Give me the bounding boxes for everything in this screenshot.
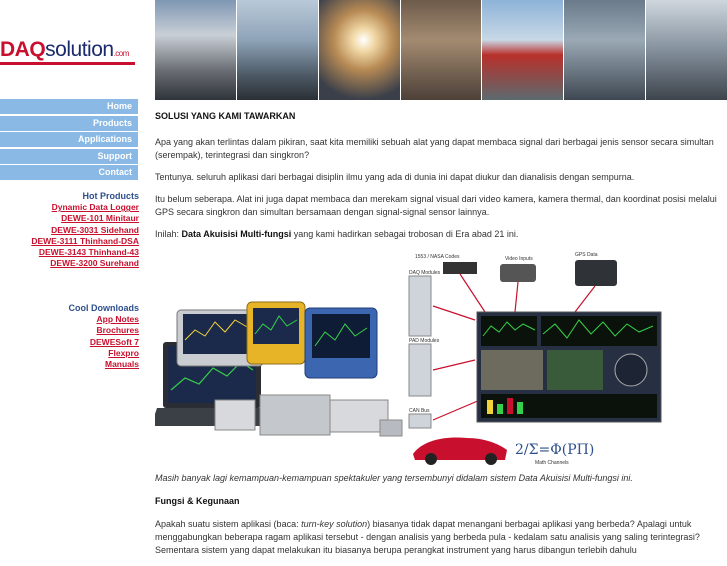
download-link[interactable]: Flexpro xyxy=(108,347,139,358)
main-nav xyxy=(0,99,138,182)
banner-photo-power-substation xyxy=(237,0,319,100)
hot-product-link[interactable]: DEWE-3031 Sidehand xyxy=(51,224,139,235)
cool-downloads-box xyxy=(0,303,139,370)
daq-hardware-group xyxy=(155,302,402,436)
diagram-label-video: Video Inputs xyxy=(505,256,533,262)
intro-paragraph-2: Tentunya. seluruh aplikasi dari berbagai disiplin ilmu yang ada di dunia ini dapat diukur dan dianalisis dengan sempurna. xyxy=(155,172,635,182)
diagram-label-pad: PAD Modules xyxy=(409,338,440,344)
hot-products-box xyxy=(0,191,139,269)
nav-products[interactable]: Products xyxy=(0,116,138,131)
page-title: SOLUSI YANG KAMI TAWARKAN xyxy=(155,111,296,121)
intro-paragraph-3: Itu belum seberapa. Alat ini juga dapat membaca dan merekam signal visual dari video kamera, kamera thermal, dan koordinat posisi melalui GPS secara singkron dan simultan bersamaan dengan signal-signal sensor lainnya. xyxy=(155,194,717,217)
nav-applications[interactable]: Applications xyxy=(0,132,138,147)
logo-daq: DAQ xyxy=(0,38,46,61)
instrument-1-screen xyxy=(183,314,253,354)
diagram-label-can: CAN Bus xyxy=(409,408,430,414)
daq-module-icon xyxy=(409,276,431,336)
arrow-daq xyxy=(433,306,475,320)
diagram-label-math: Math Channels xyxy=(535,460,569,466)
arrow-gps xyxy=(575,286,595,312)
p5-post: ) biasanya tidak dapat menangani berbagai aplikasi yang berbeda? Apalagi untuk menggabungkan beberapa ragam aplikasi tersebut - dengan analisis yang berbeda pula - kedalam satu analisis yang saling terintegrasi? Sementara sistem yang dapat melakukan itu biasanya berupa perangkat instrument yang harus dibangun terlebih dahulu xyxy=(155,519,700,555)
instrument-2-screen xyxy=(253,308,299,344)
bar-2 xyxy=(497,404,503,414)
arrow-video xyxy=(515,282,518,312)
download-link[interactable]: Brochures xyxy=(96,325,139,336)
can-module-icon xyxy=(409,414,431,428)
banner-photo-train xyxy=(482,0,564,100)
nav-home[interactable]: Home xyxy=(0,99,138,114)
product-illustration xyxy=(155,250,667,468)
red-car-group xyxy=(413,438,507,465)
diagram-label-daq: DAQ Modules xyxy=(409,270,441,276)
banner-photo-aircraft-cockpit xyxy=(155,0,237,100)
hot-products-title: Hot Products xyxy=(82,191,139,201)
cool-downloads-title: Cool Downloads xyxy=(68,303,139,313)
instrument-3-screen xyxy=(312,314,370,358)
software-screen-group xyxy=(477,312,661,422)
logo-solution: solution xyxy=(45,38,114,61)
hot-product-link[interactable]: Dynamic Data Logger xyxy=(51,202,139,213)
banner-photo-red-locomotive xyxy=(564,0,646,100)
diagram-label-1553: 1553 / NASA Codes xyxy=(415,254,460,260)
banner-photo-industrial-plant xyxy=(401,0,483,100)
logo-underline xyxy=(0,62,135,68)
main-content xyxy=(155,110,725,566)
intro-paragraph-4 xyxy=(155,228,725,241)
download-link[interactable]: Manuals xyxy=(104,359,139,370)
p4-bold: Data Akuisisi Multi-fungsi xyxy=(181,229,292,239)
module-2-icon xyxy=(260,395,330,435)
arrow-pad xyxy=(433,360,475,370)
scope-panel-1 xyxy=(481,316,537,346)
illustration-caption: Masih banyak lagi kemampuan-kemampuan spektakuler yang tersembunyi didalam sistem Data Akuisisi Multi-fungsi ini. xyxy=(155,473,633,483)
map-panel xyxy=(547,350,603,390)
function-paragraph xyxy=(155,518,725,557)
video-panel xyxy=(481,350,543,390)
illustration-svg xyxy=(155,250,667,468)
section-heading: Fungsi & Kegunaan xyxy=(155,496,240,506)
download-link[interactable]: DEWESoft 7 xyxy=(89,336,139,347)
p5-pre: Apakah suatu sistem aplikasi (baca: xyxy=(155,519,302,529)
gps-device-icon xyxy=(575,260,617,286)
nav-contact[interactable]: Contact xyxy=(0,165,138,180)
math-formula: 2/Σ=Φ(PΠ) xyxy=(515,442,595,458)
nav-support[interactable]: Support xyxy=(0,149,138,164)
hot-product-link[interactable]: DEWE-3111 Thinhand-DSA xyxy=(31,235,139,246)
bar-4 xyxy=(517,402,523,414)
gauge-panel xyxy=(615,354,647,386)
video-camera-icon xyxy=(500,264,536,282)
arrow-1553 xyxy=(460,274,485,312)
module-4-icon xyxy=(380,420,402,436)
hot-product-link[interactable]: DEWE-101 Minitaur xyxy=(61,213,139,224)
hot-product-link[interactable]: DEWE-3143 Thinhand-43 xyxy=(38,247,139,258)
banner-photo-sunset-water xyxy=(319,0,401,100)
p5-em: turn-key solution xyxy=(301,519,368,529)
daqsolution-logo[interactable] xyxy=(0,38,150,68)
hot-product-link[interactable]: DEWE-3200 Surehand xyxy=(50,258,139,269)
p4-post: yang kami hadirkan sebagai trobosan di Era abad 21 ini. xyxy=(291,229,519,239)
diagram-label-gps: GPS Data xyxy=(575,252,598,258)
car-wheel-front-icon xyxy=(425,453,437,465)
scope-panel-2 xyxy=(541,316,657,346)
car-wheel-rear-icon xyxy=(485,453,497,465)
banner-photo-turbine-hall xyxy=(646,0,727,100)
bar-3 xyxy=(507,398,513,414)
arrow-can xyxy=(433,400,480,420)
module-1-icon xyxy=(215,400,255,430)
p4-pre: Inilah: xyxy=(155,229,182,239)
photo-banner xyxy=(155,0,727,100)
download-link[interactable]: App Notes xyxy=(96,314,139,325)
logo-com: .com xyxy=(113,49,129,58)
code-module-icon xyxy=(443,262,477,274)
pad-module-icon xyxy=(409,344,431,396)
bar-1 xyxy=(487,400,493,414)
intro-paragraph-1: Apa yang akan terlintas dalam pikiran, saat kita memiliki sebuah alat yang dapat membaca signal dari berbagai jenis sensor secara simultan (serempak), terintegrasi dan singkron? xyxy=(155,137,714,160)
module-3-icon xyxy=(330,400,388,432)
